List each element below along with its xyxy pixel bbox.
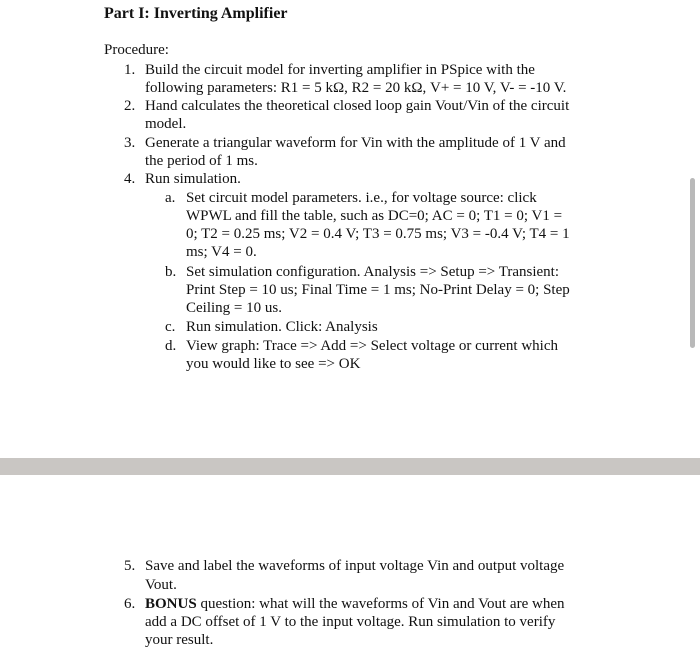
- substep-d-line-1: View graph: Trace => Add => Select voltage or current which: [186, 338, 559, 354]
- procedure-label: Procedure:: [104, 42, 169, 58]
- substep-letter: d.: [165, 338, 177, 354]
- step-number: 6.: [124, 596, 136, 612]
- step-1-line-2: following parameters: R1 = 5 kΩ, R2 = 20 kΩ, V+ = 10 V, V- = -10 V.: [145, 80, 567, 96]
- step-5-line-2: Vout.: [145, 577, 177, 593]
- substep-letter: b.: [165, 264, 177, 280]
- step-2-line-1: Hand calculates the theoretical closed loop gain Vout/Vin of the circuit: [145, 98, 570, 114]
- substep-c-line-1: Run simulation. Click: Analysis: [186, 319, 378, 335]
- substep-a-line-1: Set circuit model parameters. i.e., for voltage source: click: [186, 190, 537, 206]
- step-6-line-1-text: question: what will the waveforms of Vin and Vout are when: [200, 596, 565, 612]
- substep-b-line-3: Ceiling = 10 us.: [186, 300, 282, 316]
- step-number: 1.: [124, 62, 136, 78]
- substep-a-line-4: ms; V4 = 0.: [186, 244, 257, 260]
- page-separator: [0, 458, 700, 475]
- substep-letter: c.: [165, 319, 176, 335]
- step-3-line-2: the period of 1 ms.: [145, 153, 258, 169]
- step-2-line-2: model.: [145, 116, 187, 132]
- vertical-scrollbar[interactable]: [690, 178, 695, 348]
- step-number: 3.: [124, 135, 136, 151]
- bonus-label: BONUS: [145, 596, 197, 612]
- step-number: 5.: [124, 558, 136, 574]
- substep-b-line-2: Print Step = 10 us; Final Time = 1 ms; No-Print Delay = 0; Step: [186, 282, 570, 298]
- step-1-line-1: Build the circuit model for inverting amplifier in PSpice with the: [145, 62, 535, 78]
- substep-a-line-3: 0; T2 = 0.25 ms; V2 = 0.4 V; T3 = 0.75 ms; V3 = -0.4 V; T4 = 1: [186, 226, 570, 242]
- substep-d-line-2: you would like to see => OK: [186, 356, 361, 372]
- step-4-line-1: Run simulation.: [145, 171, 241, 187]
- step-3-line-1: Generate a triangular waveform for Vin with the amplitude of 1 V and: [145, 135, 566, 151]
- step-6-line-1: [145, 595, 564, 613]
- step-6-line-3: your result.: [145, 632, 214, 648]
- step-5-line-1: Save and label the waveforms of input voltage Vin and output voltage: [145, 558, 565, 574]
- substep-letter: a.: [165, 190, 176, 206]
- substep-b-line-1: Set simulation configuration. Analysis => Setup => Transient:: [186, 264, 560, 280]
- step-number: 4.: [124, 171, 136, 187]
- section-title: Part I: Inverting Amplifier: [104, 5, 288, 22]
- step-6-line-2: add a DC offset of 1 V to the input voltage. Run simulation to verify: [145, 614, 556, 630]
- step-number: 2.: [124, 98, 136, 114]
- substep-a-line-2: WPWL and fill the table, such as DC=0; AC = 0; T1 = 0; V1 =: [186, 208, 563, 224]
